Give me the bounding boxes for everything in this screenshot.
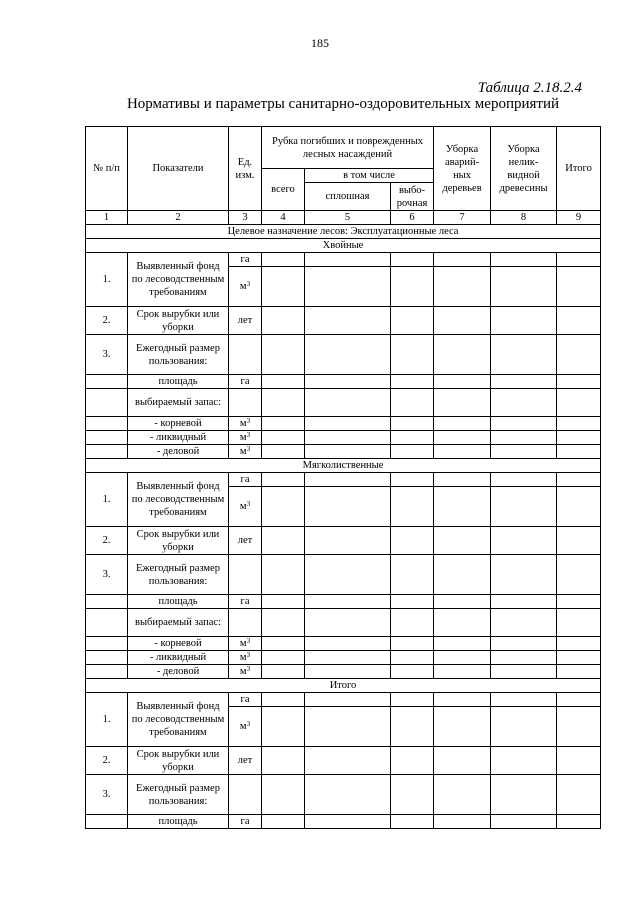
indicator-cell: Срок вырубки или уборки: [128, 527, 229, 555]
value-cell: [491, 665, 557, 679]
header-total-all: всего: [262, 169, 305, 211]
value-cell: [391, 707, 434, 747]
value-cell: [262, 707, 305, 747]
value-cell: [557, 375, 601, 389]
unit-cell: га: [229, 473, 262, 487]
value-cell: [305, 431, 391, 445]
value-cell: [491, 253, 557, 267]
unit-cell: [229, 431, 262, 445]
value-cell: [491, 473, 557, 487]
value-cell: [391, 445, 434, 459]
value-cell: [262, 747, 305, 775]
value-cell: [434, 267, 491, 307]
value-cell: [557, 417, 601, 431]
unit-cell: [229, 665, 262, 679]
unit-label: м: [239, 446, 247, 457]
value-cell: [491, 609, 557, 637]
col-number: 2: [128, 211, 229, 225]
indicator-cell: Выявленный фонд по лесоводственным требованиям: [128, 693, 229, 747]
value-cell: [491, 651, 557, 665]
value-cell: [262, 445, 305, 459]
row-number: [86, 417, 128, 431]
unit-cell: лет: [229, 527, 262, 555]
row-number: 2.: [86, 527, 128, 555]
value-cell: [557, 651, 601, 665]
value-cell: [557, 253, 601, 267]
row-number: [86, 445, 128, 459]
value-cell: [262, 527, 305, 555]
unit-cell: [229, 417, 262, 431]
col-number: 5: [305, 211, 391, 225]
unit-superscript: 3: [246, 720, 251, 728]
value-cell: [305, 527, 391, 555]
value-cell: [391, 417, 434, 431]
unit-cell: га: [229, 815, 262, 829]
unit-label: м: [239, 638, 247, 649]
value-cell: [434, 253, 491, 267]
row-number: 1.: [86, 253, 128, 307]
section-header: Хвойные: [86, 239, 601, 253]
unit-cell: га: [229, 595, 262, 609]
value-cell: [491, 267, 557, 307]
col-number: 1: [86, 211, 128, 225]
col-number: 6: [391, 211, 434, 225]
value-cell: [262, 775, 305, 815]
value-cell: [305, 253, 391, 267]
value-cell: [557, 335, 601, 375]
value-cell: [491, 707, 557, 747]
indicator-cell: площадь: [128, 595, 229, 609]
value-cell: [262, 473, 305, 487]
unit-label: м: [239, 501, 247, 512]
unit-superscript: 3: [246, 665, 251, 673]
value-cell: [262, 637, 305, 651]
unit-superscript: 3: [246, 280, 251, 288]
indicator-cell: - деловой: [128, 665, 229, 679]
value-cell: [391, 335, 434, 375]
unit-cell: лет: [229, 747, 262, 775]
header-felling: Рубка погибших и поврежденных лесных насаждений: [262, 127, 434, 169]
row-number: 2.: [86, 307, 128, 335]
value-cell: [557, 775, 601, 815]
value-cell: [491, 445, 557, 459]
value-cell: [491, 693, 557, 707]
unit-cell: [229, 487, 262, 527]
unit-cell: [229, 775, 262, 815]
unit-cell: [229, 609, 262, 637]
unit-label: м: [239, 281, 247, 292]
value-cell: [491, 555, 557, 595]
value-cell: [491, 595, 557, 609]
value-cell: [262, 555, 305, 595]
value-cell: [557, 487, 601, 527]
row-number: [86, 595, 128, 609]
norms-table: [85, 126, 601, 829]
value-cell: [305, 595, 391, 609]
unit-cell: [229, 445, 262, 459]
value-cell: [491, 375, 557, 389]
row-number: [86, 375, 128, 389]
value-cell: [434, 815, 491, 829]
unit-superscript: 3: [246, 417, 251, 425]
value-cell: [391, 609, 434, 637]
value-cell: [305, 389, 391, 417]
value-cell: [391, 651, 434, 665]
value-cell: [391, 267, 434, 307]
value-cell: [491, 389, 557, 417]
value-cell: [434, 651, 491, 665]
section-header: Итого: [86, 679, 601, 693]
section-header: Мягколиственные: [86, 459, 601, 473]
value-cell: [557, 747, 601, 775]
value-cell: [305, 307, 391, 335]
value-cell: [391, 389, 434, 417]
unit-cell: га: [229, 375, 262, 389]
value-cell: [305, 487, 391, 527]
col-number: 8: [491, 211, 557, 225]
row-number: 3.: [86, 555, 128, 595]
value-cell: [262, 665, 305, 679]
value-cell: [391, 253, 434, 267]
row-number: [86, 431, 128, 445]
value-cell: [557, 267, 601, 307]
row-number: 1.: [86, 693, 128, 747]
value-cell: [491, 431, 557, 445]
value-cell: [305, 335, 391, 375]
value-cell: [434, 693, 491, 707]
value-cell: [262, 693, 305, 707]
unit-cell: [229, 651, 262, 665]
indicator-cell: - корневой: [128, 637, 229, 651]
value-cell: [557, 527, 601, 555]
indicator-cell: площадь: [128, 375, 229, 389]
header-emergency: Уборка аварий-ных деревьев: [434, 127, 491, 211]
value-cell: [491, 307, 557, 335]
value-cell: [305, 665, 391, 679]
unit-label: м: [239, 432, 247, 443]
header-illiquid: Уборка нелик-видной древесины: [491, 127, 557, 211]
value-cell: [391, 665, 434, 679]
value-cell: [305, 473, 391, 487]
table-body: [86, 127, 601, 829]
unit-cell: [229, 267, 262, 307]
value-cell: [305, 267, 391, 307]
page-number: 185: [311, 36, 329, 50]
col-number: 4: [262, 211, 305, 225]
value-cell: [262, 389, 305, 417]
value-cell: [262, 815, 305, 829]
row-number: [86, 815, 128, 829]
value-cell: [391, 473, 434, 487]
unit-cell: [229, 637, 262, 651]
indicator-cell: выбираемый запас:: [128, 609, 229, 637]
value-cell: [434, 375, 491, 389]
unit-cell: [229, 335, 262, 375]
value-cell: [391, 307, 434, 335]
value-cell: [434, 527, 491, 555]
value-cell: [262, 267, 305, 307]
col-number: 9: [557, 211, 601, 225]
value-cell: [262, 487, 305, 527]
value-cell: [262, 253, 305, 267]
unit-superscript: 3: [246, 637, 251, 645]
value-cell: [491, 637, 557, 651]
row-number: 2.: [86, 747, 128, 775]
indicator-cell: Выявленный фонд по лесоводственным требованиям: [128, 473, 229, 527]
value-cell: [557, 609, 601, 637]
indicator-cell: Ежегодный размер пользования:: [128, 555, 229, 595]
row-number: [86, 389, 128, 417]
value-cell: [557, 555, 601, 595]
value-cell: [557, 431, 601, 445]
unit-superscript: 3: [246, 431, 251, 439]
value-cell: [391, 595, 434, 609]
value-cell: [434, 431, 491, 445]
value-cell: [262, 609, 305, 637]
value-cell: [557, 815, 601, 829]
unit-cell: лет: [229, 307, 262, 335]
indicator-cell: - деловой: [128, 445, 229, 459]
value-cell: [434, 417, 491, 431]
row-number: [86, 665, 128, 679]
unit-superscript: 3: [246, 445, 251, 453]
value-cell: [305, 651, 391, 665]
value-cell: [391, 637, 434, 651]
indicator-cell: выбираемый запас:: [128, 389, 229, 417]
value-cell: [557, 693, 601, 707]
row-number: 1.: [86, 473, 128, 527]
value-cell: [491, 335, 557, 375]
value-cell: [434, 487, 491, 527]
value-cell: [557, 665, 601, 679]
value-cell: [391, 555, 434, 595]
header-incl: в том числе: [305, 169, 434, 183]
unit-cell: га: [229, 693, 262, 707]
value-cell: [434, 775, 491, 815]
col-number: 7: [434, 211, 491, 225]
row-number: [86, 637, 128, 651]
value-cell: [262, 335, 305, 375]
value-cell: [391, 693, 434, 707]
indicator-cell: - корневой: [128, 417, 229, 431]
value-cell: [491, 417, 557, 431]
value-cell: [391, 375, 434, 389]
value-cell: [434, 389, 491, 417]
indicator-cell: - ликвидный: [128, 431, 229, 445]
unit-label: м: [239, 666, 247, 677]
value-cell: [305, 609, 391, 637]
unit-label: м: [239, 652, 247, 663]
value-cell: [391, 431, 434, 445]
value-cell: [557, 707, 601, 747]
value-cell: [491, 487, 557, 527]
value-cell: [305, 375, 391, 389]
unit-cell: [229, 707, 262, 747]
value-cell: [434, 707, 491, 747]
value-cell: [434, 665, 491, 679]
value-cell: [391, 775, 434, 815]
table-number: Таблица 2.18.2.4: [477, 80, 582, 96]
value-cell: [434, 335, 491, 375]
value-cell: [491, 747, 557, 775]
indicator-cell: Ежегодный размер пользования:: [128, 335, 229, 375]
unit-cell: [229, 555, 262, 595]
purpose-row: Целевое назначение лесов: Эксплуатационные леса: [86, 225, 601, 239]
row-number: 3.: [86, 775, 128, 815]
value-cell: [557, 389, 601, 417]
unit-cell: га: [229, 253, 262, 267]
unit-superscript: 3: [246, 651, 251, 659]
value-cell: [262, 651, 305, 665]
value-cell: [434, 595, 491, 609]
value-cell: [305, 747, 391, 775]
value-cell: [491, 775, 557, 815]
value-cell: [434, 445, 491, 459]
value-cell: [557, 307, 601, 335]
value-cell: [262, 375, 305, 389]
unit-superscript: 3: [246, 500, 251, 508]
value-cell: [262, 595, 305, 609]
value-cell: [434, 307, 491, 335]
indicator-cell: - ликвидный: [128, 651, 229, 665]
value-cell: [491, 815, 557, 829]
row-number: [86, 651, 128, 665]
unit-label: м: [239, 721, 247, 732]
value-cell: [557, 445, 601, 459]
value-cell: [305, 417, 391, 431]
value-cell: [305, 815, 391, 829]
header-num: № п/п: [86, 127, 128, 211]
value-cell: [305, 555, 391, 595]
indicator-cell: Срок вырубки или уборки: [128, 307, 229, 335]
value-cell: [305, 693, 391, 707]
value-cell: [305, 637, 391, 651]
indicator-cell: Срок вырубки или уборки: [128, 747, 229, 775]
value-cell: [391, 487, 434, 527]
header-total: Итого: [557, 127, 601, 211]
value-cell: [557, 473, 601, 487]
value-cell: [391, 815, 434, 829]
value-cell: [557, 595, 601, 609]
value-cell: [557, 637, 601, 651]
row-number: 3.: [86, 335, 128, 375]
unit-label: м: [239, 418, 247, 429]
value-cell: [434, 609, 491, 637]
value-cell: [434, 473, 491, 487]
col-number: 3: [229, 211, 262, 225]
value-cell: [434, 747, 491, 775]
value-cell: [491, 527, 557, 555]
indicator-cell: Выявленный фонд по лесоводственным требованиям: [128, 253, 229, 307]
value-cell: [391, 747, 434, 775]
header-indicator: Показатели: [128, 127, 229, 211]
row-number: [86, 609, 128, 637]
value-cell: [305, 707, 391, 747]
indicator-cell: Ежегодный размер пользования:: [128, 775, 229, 815]
value-cell: [391, 527, 434, 555]
indicator-cell: площадь: [128, 815, 229, 829]
header-selective: выбо-рочная: [391, 183, 434, 211]
header-clear: сплошная: [305, 183, 391, 211]
unit-cell: [229, 389, 262, 417]
value-cell: [262, 307, 305, 335]
value-cell: [262, 431, 305, 445]
value-cell: [305, 445, 391, 459]
value-cell: [262, 417, 305, 431]
value-cell: [434, 555, 491, 595]
table-title: Нормативы и параметры санитарно-оздоровительных мероприятий: [126, 96, 560, 112]
header-unit: Ед. изм.: [229, 127, 262, 211]
value-cell: [434, 637, 491, 651]
value-cell: [305, 775, 391, 815]
